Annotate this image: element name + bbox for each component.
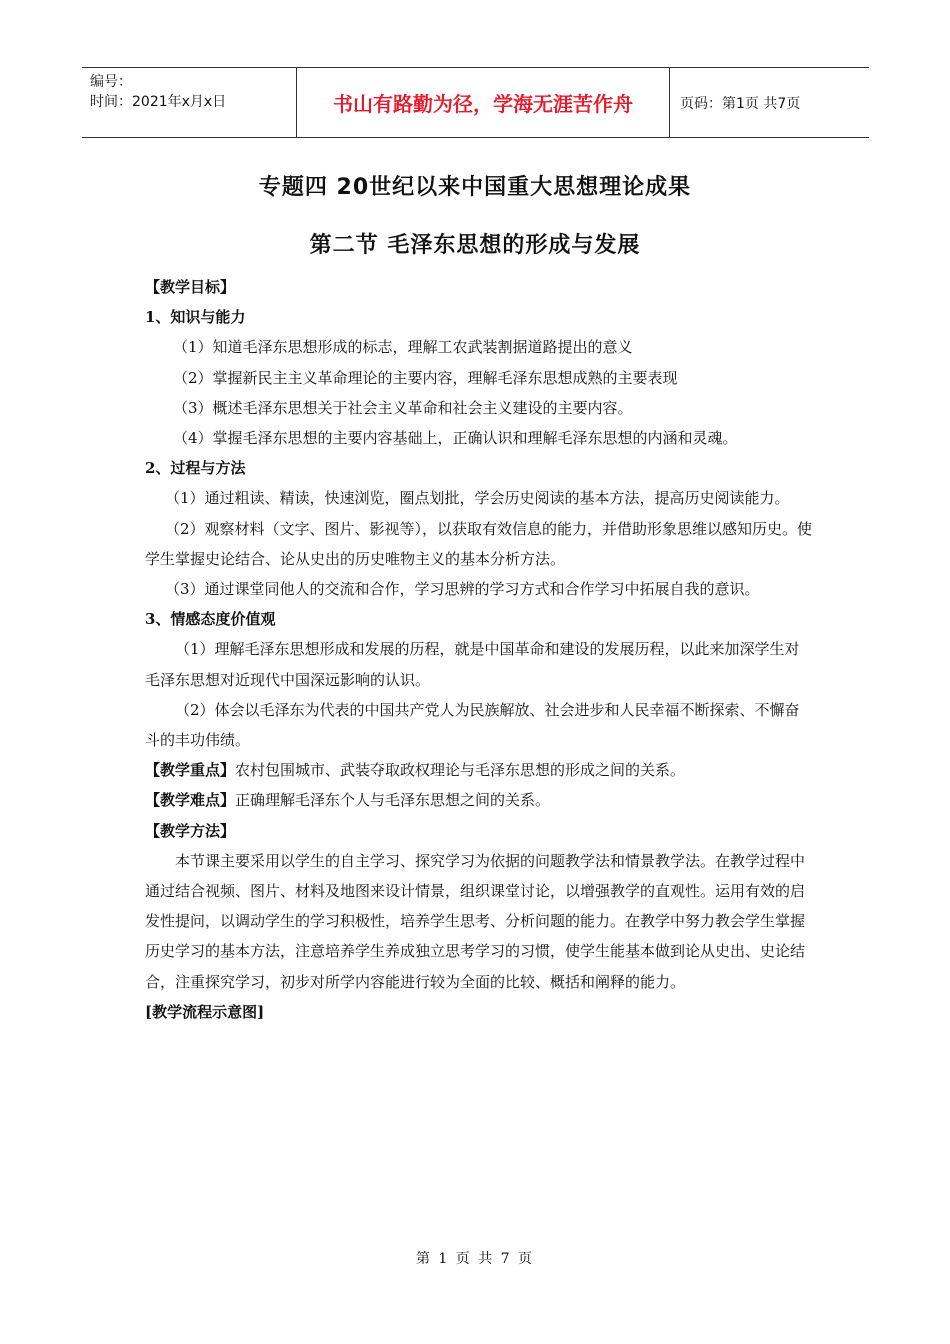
header-motto: 书山有路勤为径，学海无涯苦作舟 bbox=[297, 68, 670, 137]
number-label: 编号： bbox=[90, 74, 132, 90]
process-item: （3）通过课堂同他人的交流和合作，学习思辨的学习方式和合作学习中拓展自我的意识。 bbox=[165, 580, 760, 599]
difficult-point bbox=[145, 785, 813, 815]
header-page-info: 页码：第1页 共7页 bbox=[680, 95, 801, 112]
page-header bbox=[82, 67, 869, 138]
knowledge-item: （3）概述毛泽东思想关于社会主义革命和社会主义建设的主要内容。 bbox=[173, 398, 633, 417]
document-body bbox=[145, 272, 813, 1027]
key-label: 【教学重点】 bbox=[145, 761, 236, 780]
header-meta bbox=[82, 68, 297, 137]
knowledge-item: （4）掌握毛泽东思想的主要内容基础上，正确认识和理解毛泽东思想的内涵和灵魂。 bbox=[173, 429, 738, 448]
knowledge-item: （2）掌握新民主主义革命理论的主要内容，理解毛泽东思想成熟的主要表现 bbox=[173, 368, 678, 387]
main-title: 专题四 20世纪以来中国重大思想理论成果 bbox=[258, 175, 692, 200]
process-item: （2）观察材料（文字、图片、影视等），以获取有效信息的能力，并借助形象思维以感知历史。使学生掌握史论结合、论从史出的历史唯物主义的基本分析方法。 bbox=[145, 519, 813, 568]
flow-heading: [教学流程示意图] bbox=[145, 1002, 265, 1021]
attitude-heading: 3、情感态度价值观 bbox=[145, 610, 276, 629]
knowledge-heading: 1、知识与能力 bbox=[145, 308, 246, 327]
page-footer: 第 1 页 共 7 页 bbox=[415, 1251, 535, 1267]
knowledge-item: （1）知道毛泽东思想形成的标志，理解工农武装割据道路提出的意义 bbox=[173, 338, 633, 357]
process-heading: 2、过程与方法 bbox=[145, 459, 246, 478]
method-heading: 【教学方法】 bbox=[145, 821, 236, 840]
goals-heading: 【教学目标】 bbox=[145, 278, 236, 296]
difficult-text: 正确理解毛泽东个人与毛泽东思想之间的关系。 bbox=[235, 791, 551, 810]
section-title: 第二节 毛泽东思想的形成与发展 bbox=[309, 233, 641, 258]
key-point bbox=[145, 755, 813, 785]
process-item: （1）通过粗读、精读，快速浏览，圈点划批，学会历史阅读的基本方法，提高历史阅读能力。 bbox=[165, 489, 790, 508]
date-label: 时间：2021年x月x日 bbox=[90, 94, 227, 110]
attitude-item: （1）理解毛泽东思想形成和发展的历程，就是中国革命和建设的发展历程，以此来加深学生对毛泽东思想对近现代中国深远影响的认识。 bbox=[145, 640, 800, 689]
attitude-item: （2）体会以毛泽东为代表的中国共产党人为民族解放、社会进步和人民幸福不断探索、不懈奋斗的丰功伟绩。 bbox=[145, 700, 800, 750]
difficult-label: 【教学难点】 bbox=[145, 791, 236, 810]
method-paragraph: 本节课主要采用以学生的自主学习、探究学习为依据的问题教学法和情景教学法。在教学过程中通过结合视频、图片、材料及地图来设计情景，组织课堂讨论，以增强教学的直观性。运用有效的启发性提问，以调动学生的学习积极性，培养学生思考、分析问题的能力。在教学中努力教会学生掌握历史学习的基本方法，注意培养学生养成独立思考学习的习惯，使学生能基本做到论从史出、史论结合，注重探究学习，初步对所学内容能进行较为全面的比较、概括和阐释的能力。 bbox=[145, 851, 806, 991]
key-text: 农村包围城市、武装夺取政权理论与毛泽东思想的形成之间的关系。 bbox=[235, 761, 686, 780]
